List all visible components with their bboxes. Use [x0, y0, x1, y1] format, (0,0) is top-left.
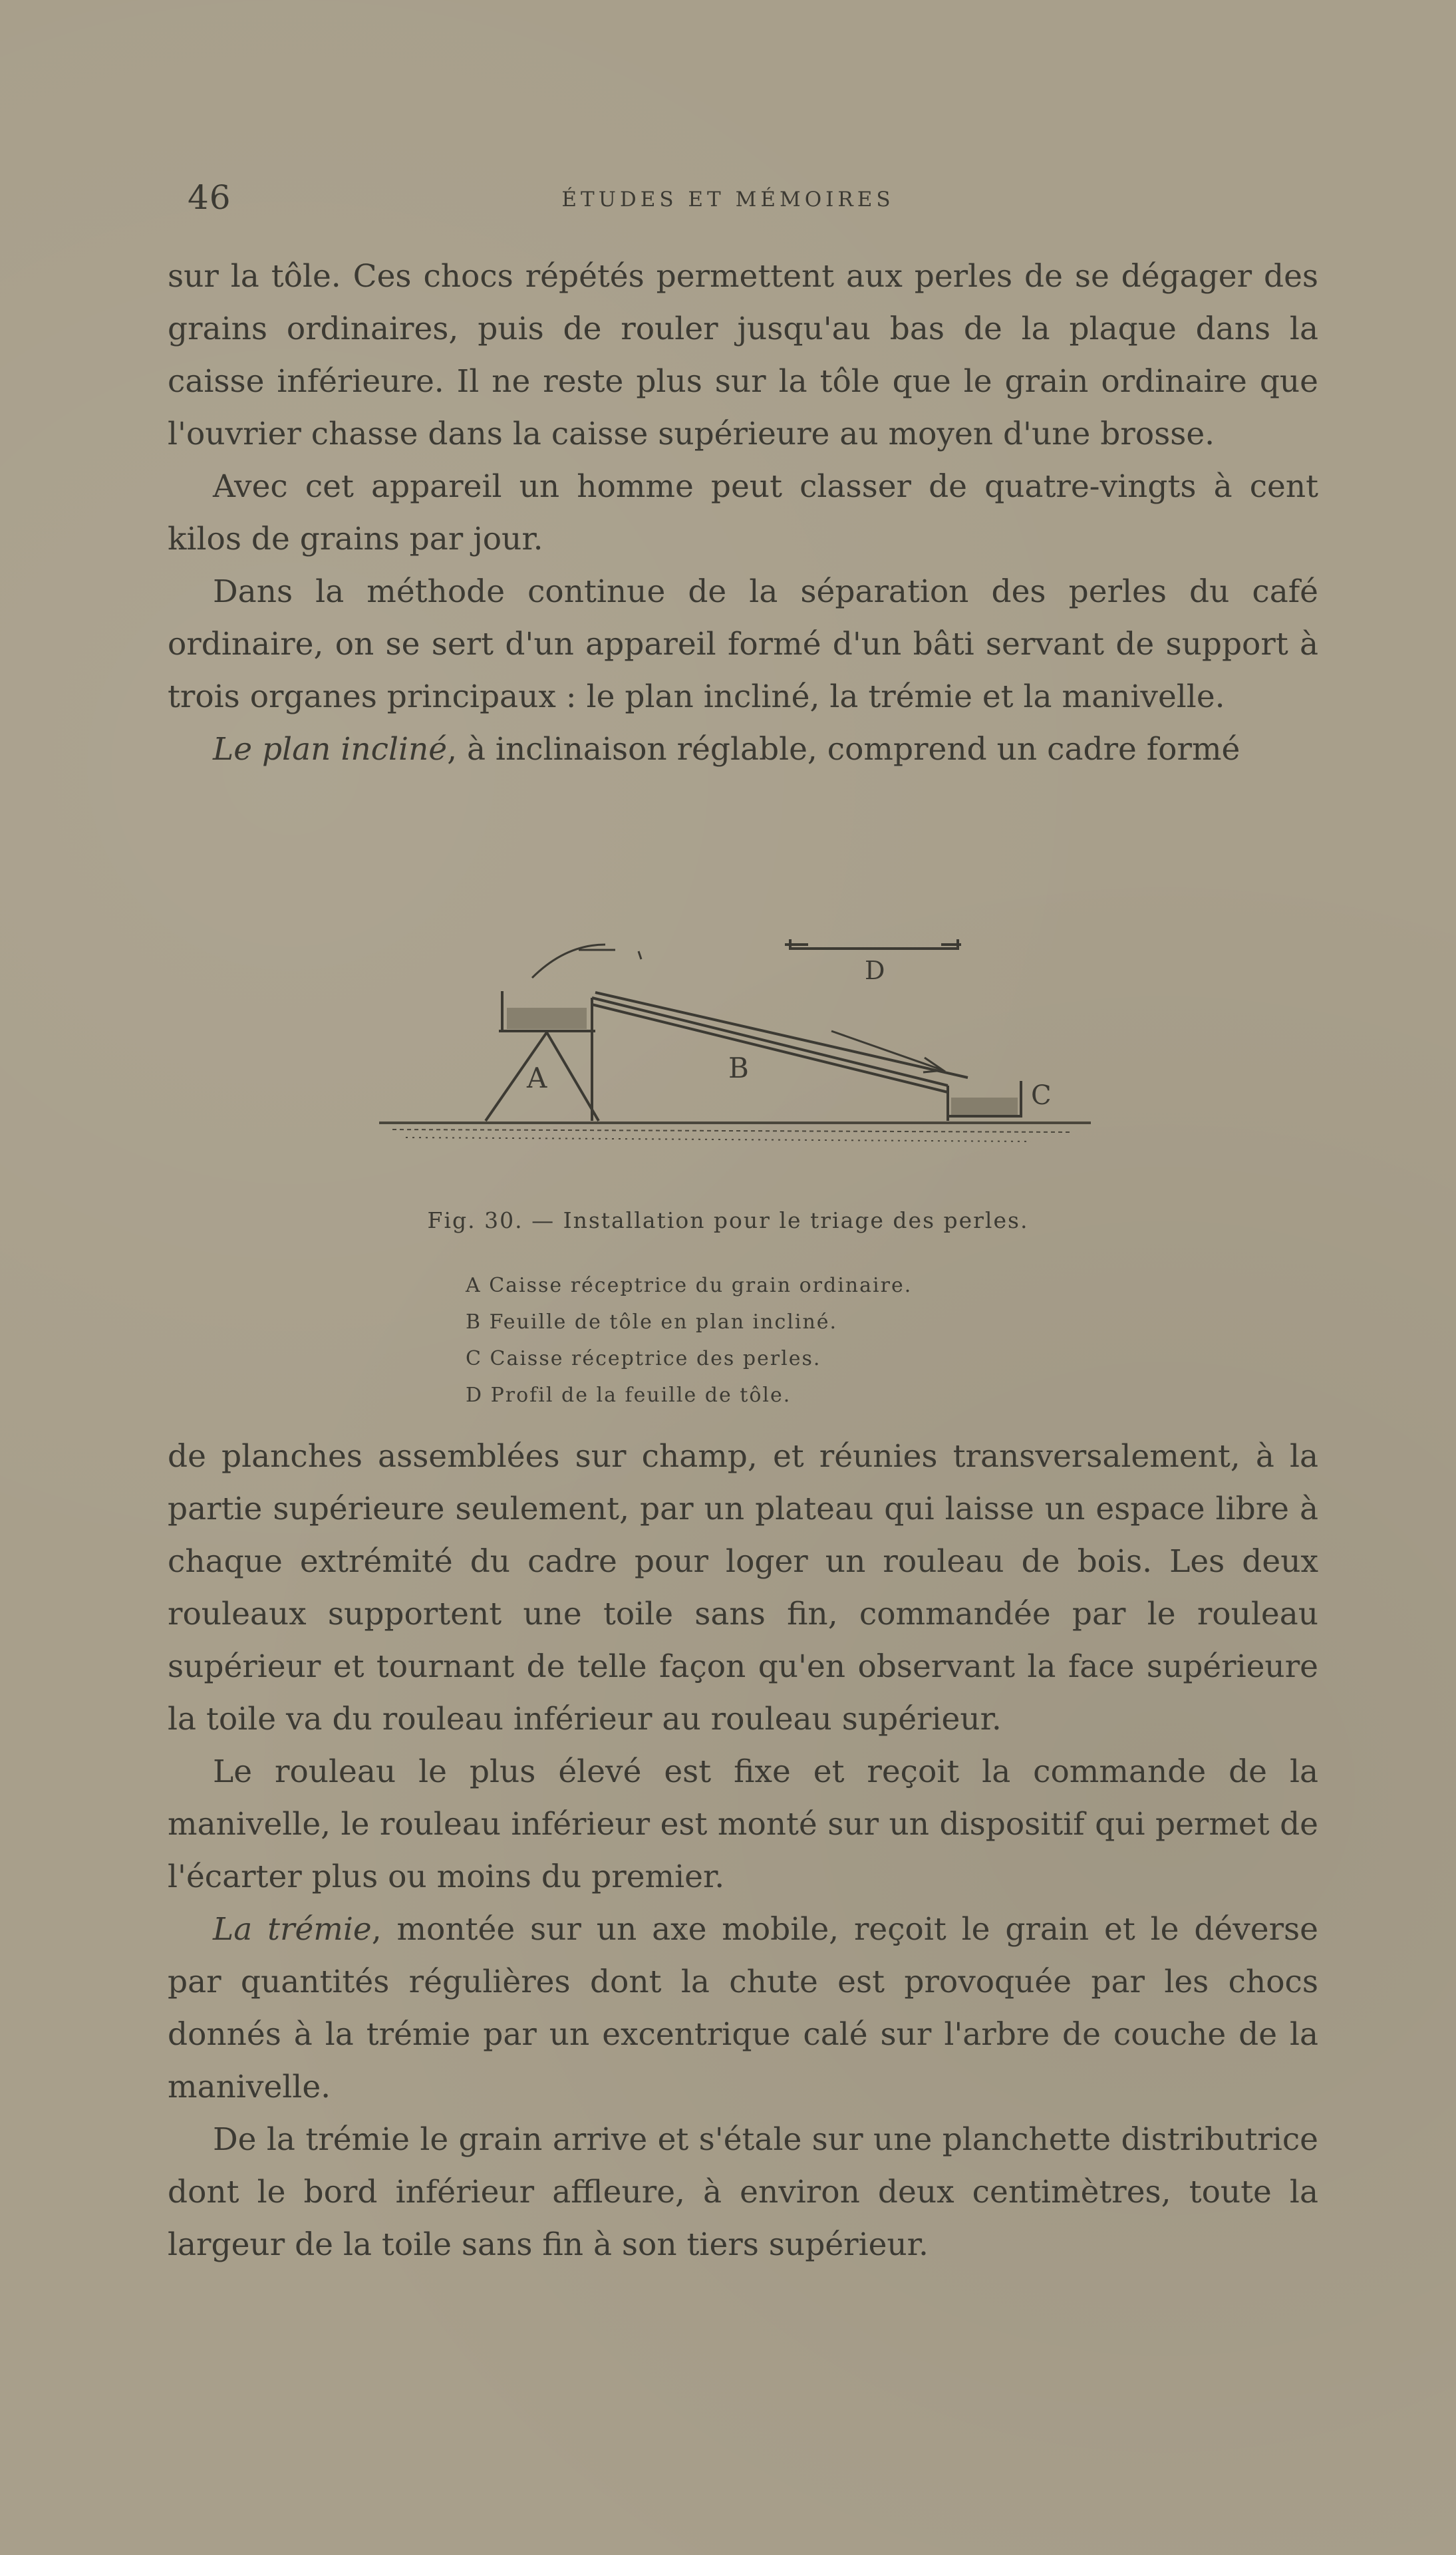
legend-item: C Caisse réceptrice des perles. — [466, 1347, 821, 1370]
paragraph: Le rouleau le plus élevé est fixe et reçoit la commande de la manivelle, le rouleau inférieur est monté sur un dispositif qui permet de l'écarter plus ou moins du premier. — [168, 1753, 1318, 1895]
paragraph-text: , montée sur un axe mobile, reçoit le grain et le déverse par quantités régulières dont la chute est provoquée par les chocs donnés à la trémie par un excentrique calé sur l'arbre de couche de la manivelle. — [168, 1911, 1318, 2105]
paragraph-text: , à inclinaison réglable, comprend un cadre formé — [447, 731, 1240, 768]
legend-item: A Caisse réceptrice du grain ordinaire. — [466, 1274, 913, 1297]
label-b: B — [728, 1052, 749, 1084]
page-number: 46 — [188, 178, 231, 217]
figure-legend — [466, 1267, 912, 1414]
paragraph — [168, 1903, 1318, 2113]
box-c-caisse-perles — [948, 1081, 1021, 1116]
paragraph: De la trémie le grain arrive et s'étale sur une planchette distributrice dont le bord inférieur affleure, à environ deux centimètres, toute la largeur de la toile sans fin à son tiers supérieur. — [168, 2121, 1318, 2263]
label-c: C — [1031, 1080, 1052, 1111]
paragraph: sur la tôle. Ces chocs répétés permettent aux perles de se dégager des grains ordinaires, puis de rouler jusqu'au bas de la plaque dans la caisse inférieure. Il ne reste plus sur la tôle que le grain ordinaire que l'ouvrier chasse dans la caisse supérieure au moyen d'une brosse. — [168, 258, 1318, 452]
label-a: A — [527, 1062, 547, 1094]
term-plan-incline: Le plan incliné — [213, 731, 448, 768]
running-title: ÉTUDES ET MÉMOIRES — [561, 188, 895, 212]
box-a-caisse-grain-ordinaire — [499, 991, 595, 1031]
figure-caption: Fig. 30. — Installation pour le triage des perles. — [427, 1207, 1029, 1233]
paragraph — [168, 723, 1318, 776]
inclined-sheet-b — [592, 992, 968, 1121]
text-block-bottom — [168, 1430, 1318, 2271]
paragraph: de planches assemblées sur champ, et réunies transversalement, à la partie supérieure seulement, par un plateau qui laisse un espace libre à chaque extrémité du cadre pour loger un rouleau de bois. Les deux rouleaux supportent une toile sans fin, commandée par le rouleau supérieur et tournant de telle façon qu'en observant la face supérieure la toile va du rouleau inférieur au rouleau supérieur. — [168, 1438, 1318, 1737]
text-block-top — [168, 250, 1318, 776]
label-d: D — [865, 956, 885, 985]
hopper-curve — [532, 945, 641, 978]
term-tremie: La trémie — [213, 1911, 372, 1948]
paragraph: Dans la méthode continue de la séparation des perles du café ordinaire, on se sert d'un appareil formé d'un bâti servant de support à trois organes principaux : le plan incliné, la trémie et la manivelle. — [168, 573, 1318, 715]
profile-d-feuille-tole — [785, 939, 961, 949]
ground-hatching — [379, 1123, 1091, 1141]
direction-arrow — [831, 1031, 943, 1072]
legend-item: B Feuille de tôle en plan incliné. — [466, 1310, 838, 1334]
paragraph: Avec cet appareil un homme peut classer de quatre-vingts à cent kilos de grains par jour. — [168, 468, 1318, 557]
figure-30-illustration — [366, 918, 1097, 1184]
legend-item: D Profil de la feuille de tôle. — [466, 1384, 792, 1407]
